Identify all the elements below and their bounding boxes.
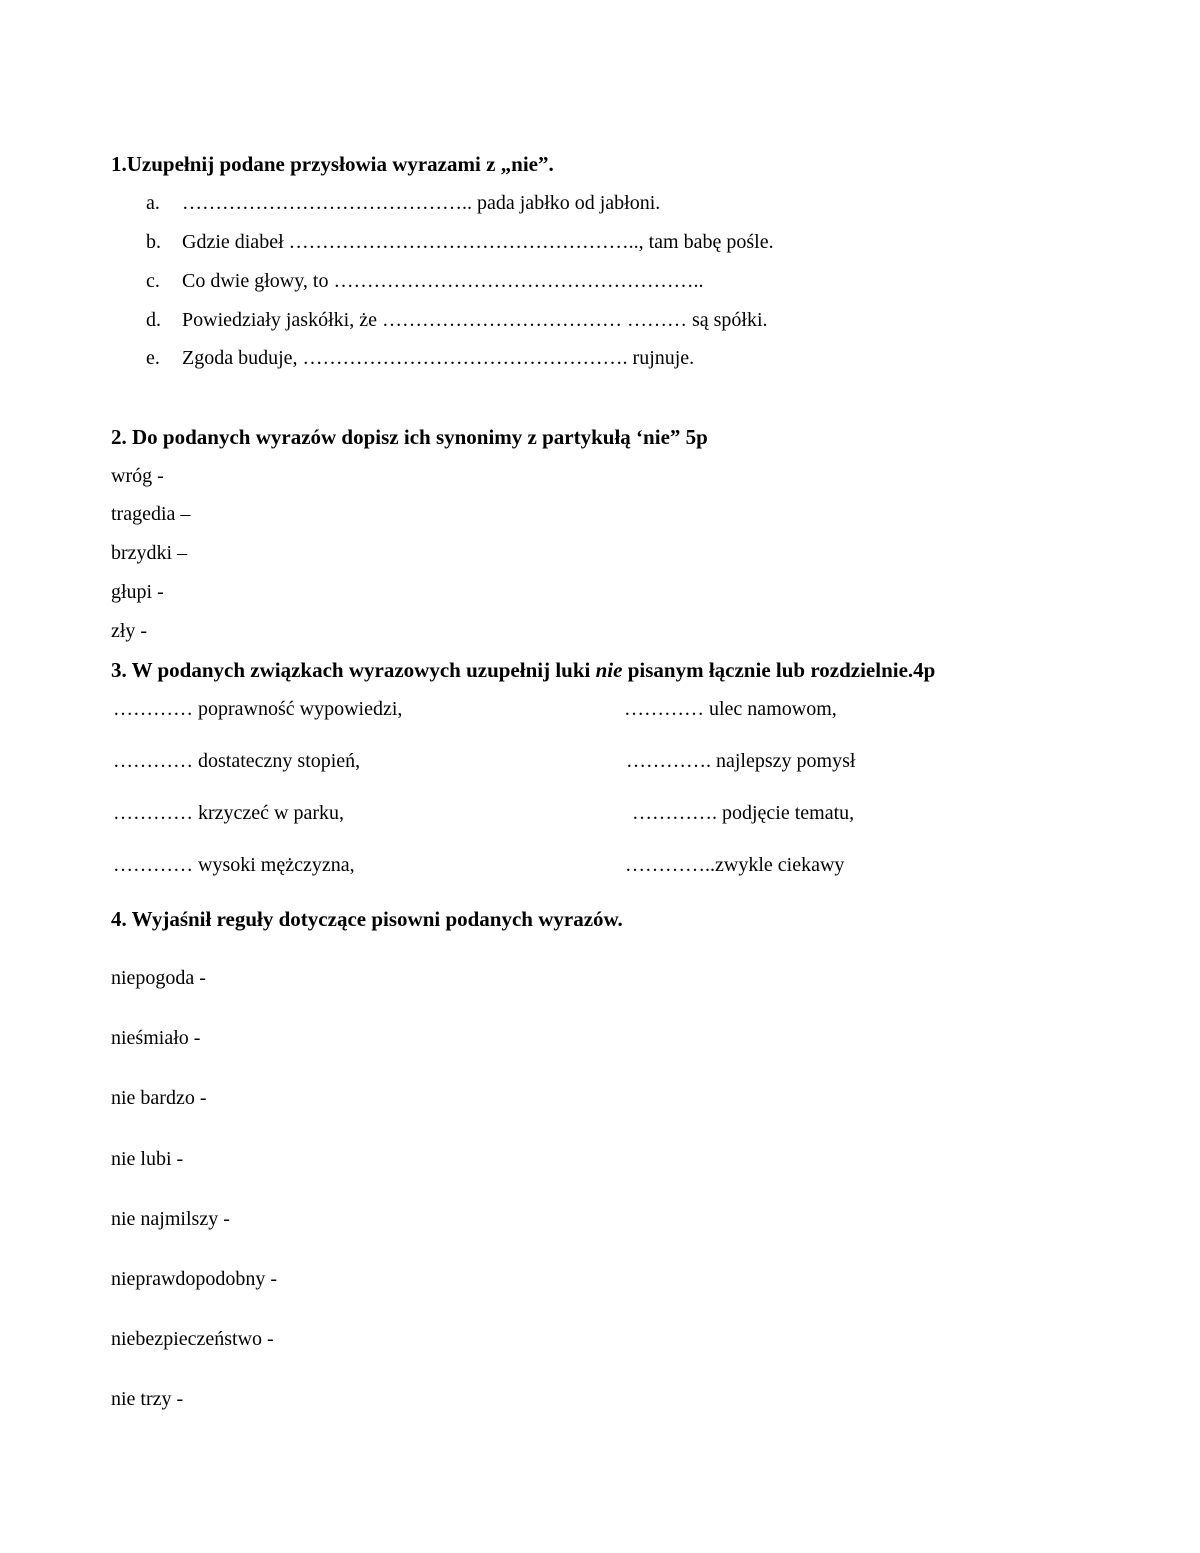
section4-heading: 4. Wyjaśnił reguły dotyczące pisowni podanych wyrazów. <box>111 907 623 931</box>
spelling-item: nieprawdopodobny - <box>111 1268 278 1290</box>
section2-heading: 2. Do podanych wyrazów dopisz ich synonimy z partykułą ‘nie” 5p <box>111 425 708 449</box>
gap-phrase-left: ………… wysoki mężczyzna, <box>113 854 355 876</box>
gap-phrase-right: …………..zwykle ciekawy <box>625 854 845 876</box>
section3-heading <box>111 658 935 683</box>
proverb-text: Powiedziały jaskółki, że ……………………………… ……… są spółki. <box>182 309 768 331</box>
gap-phrase-right: …………. podjęcie tematu, <box>632 802 855 824</box>
gap-phrase-left: ………… dostateczny stopień, <box>113 750 361 772</box>
proverb-text: Co dwie głowy, to ……………………………………………….. <box>182 270 704 292</box>
item-letter: e. <box>146 347 160 369</box>
proverb-item-d <box>146 309 768 332</box>
item-letter: a. <box>146 192 160 214</box>
item-letter: d. <box>146 309 161 331</box>
gap-phrase-right: …………. najlepszy pomysł <box>626 750 856 772</box>
section3-heading-nie: nie <box>595 658 623 682</box>
synonym-item: brzydki – <box>111 542 188 564</box>
synonym-item: głupi - <box>111 581 164 603</box>
spelling-item: niebezpieczeństwo - <box>111 1328 274 1350</box>
section3-heading-start: 3. W podanych związkach wyrazowych uzupełnij luki <box>111 658 596 682</box>
proverb-text: Gdzie diabeł …………………………………………….., tam babę pośle. <box>182 231 774 253</box>
section3-heading-end: pisanym łącznie lub rozdzielnie.4p <box>622 658 936 682</box>
spelling-item: niepogoda - <box>111 967 206 989</box>
spelling-item: nie trzy - <box>111 1388 184 1410</box>
proverb-item-b <box>146 231 774 254</box>
synonym-item: wróg - <box>111 465 164 487</box>
proverb-text: …………………………………….. pada jabłko od jabłoni. <box>182 192 661 214</box>
item-letter: b. <box>146 231 161 253</box>
spelling-item: nie lubi - <box>111 1148 184 1170</box>
synonym-item: zły - <box>111 620 148 642</box>
spelling-item: nie bardzo - <box>111 1087 207 1109</box>
gap-phrase-left: ………… krzyczeć w parku, <box>113 802 345 824</box>
proverb-item-e <box>146 347 694 370</box>
spelling-item: nieśmiało - <box>111 1027 201 1049</box>
proverb-item-c <box>146 270 703 293</box>
section1-heading: 1.Uzupełnij podane przysłowia wyrazami z „nie”. <box>111 152 554 176</box>
spelling-item: nie najmilszy - <box>111 1208 230 1230</box>
item-letter: c. <box>146 270 160 292</box>
proverb-text: Zgoda buduje, …………………………………………. rujnuje. <box>182 347 695 369</box>
proverb-item-a <box>146 192 660 215</box>
synonym-item: tragedia – <box>111 503 191 525</box>
gap-phrase-left: ………… poprawność wypowiedzi, <box>113 698 403 720</box>
gap-phrase-right: ………… ulec namowom, <box>624 698 837 720</box>
